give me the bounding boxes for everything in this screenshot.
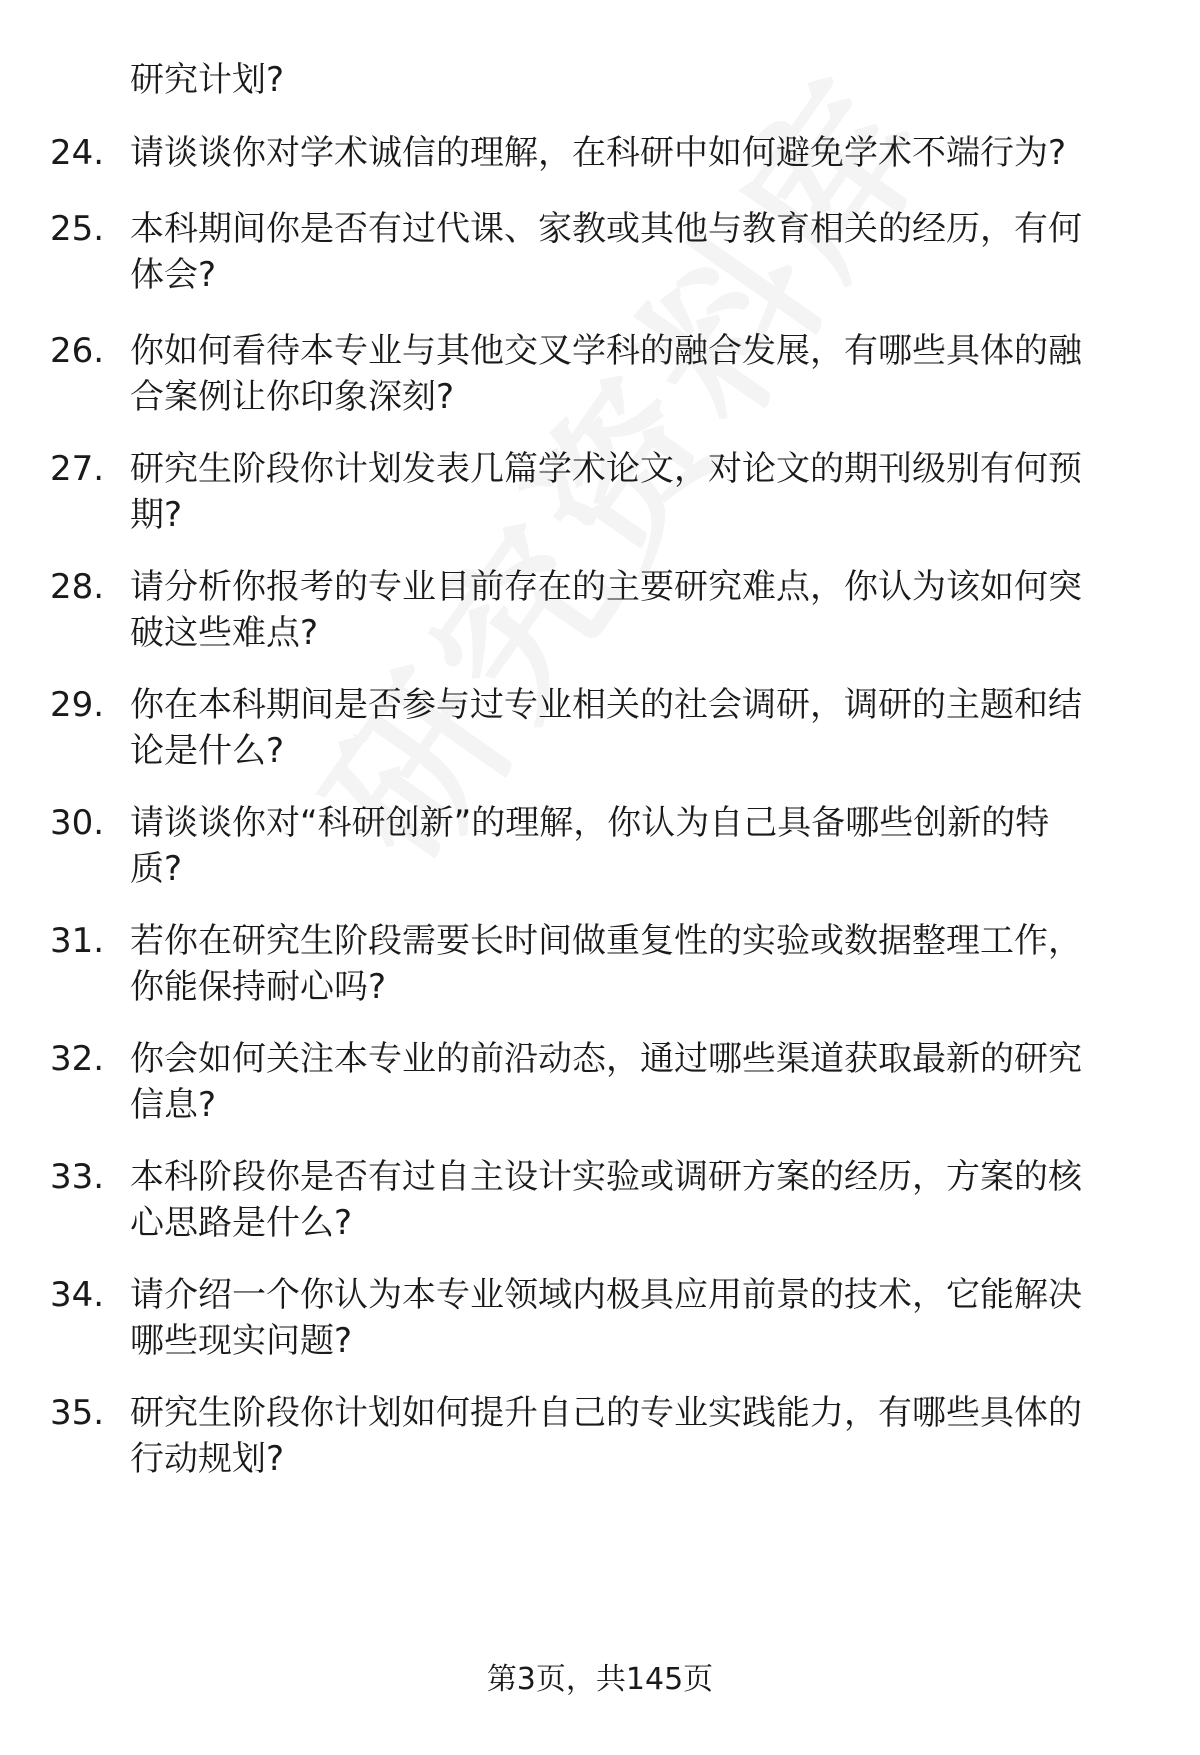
question-number: 29. xyxy=(50,685,105,725)
question-number: 34. xyxy=(50,1275,105,1315)
question-text: 研究生阶段你计划如何提升自己的专业实践能力，有哪些具体的 行动规划? xyxy=(130,1393,1082,1479)
question-text: 请介绍一个你认为本专业领域内极具应用前景的技术，它能解决 哪些现实问题? xyxy=(130,1275,1082,1361)
question-text: 本科阶段你是否有过自主设计实验或调研方案的经历，方案的核 心思路是什么? xyxy=(130,1157,1082,1243)
question-number: 24. xyxy=(50,133,105,173)
question-text: 你如何看待本专业与其他交叉学科的融合发展，有哪些具体的融 合案例让你印象深刻? xyxy=(130,331,1082,417)
question-number: 30. xyxy=(50,803,105,843)
page-footer: 第3页，共145页 xyxy=(486,1662,714,1697)
question-text: 请分析你报考的专业目前存在的主要研究难点，你认为该如何突 破这些难点? xyxy=(130,567,1082,653)
question-number: 27. xyxy=(50,449,105,489)
question-text: 若你在研究生阶段需要长时间做重复性的实验或数据整理工作， 你能保持耐心吗? xyxy=(130,921,1082,1007)
question-number: 26. xyxy=(50,331,105,371)
question-number: 28. xyxy=(50,567,105,607)
question-number: 31. xyxy=(50,921,105,961)
question-text: 研究生阶段你计划发表几篇学术论文，对论文的期刊级别有何预 期? xyxy=(130,449,1082,535)
question-number: 32. xyxy=(50,1039,105,1079)
continued-question-text: 研究计划? xyxy=(130,60,285,100)
question-number: 35. xyxy=(50,1393,105,1433)
question-number: 25. xyxy=(50,209,105,249)
question-text: 你会如何关注本专业的前沿动态，通过哪些渠道获取最新的研究 信息? xyxy=(130,1039,1082,1125)
question-text: 本科期间你是否有过代课、家教或其他与教育相关的经历，有何 体会? xyxy=(130,209,1082,295)
question-text: 请谈谈你对学术诚信的理解，在科研中如何避免学术不端行为? xyxy=(130,133,1067,173)
question-number: 33. xyxy=(50,1157,105,1197)
question-text: 你在本科期间是否参与过专业相关的社会调研，调研的主题和结 论是什么? xyxy=(130,685,1082,771)
question-text: 请谈谈你对“科研创新”的理解，你认为自己具备哪些创新的特 质? xyxy=(130,803,1050,889)
